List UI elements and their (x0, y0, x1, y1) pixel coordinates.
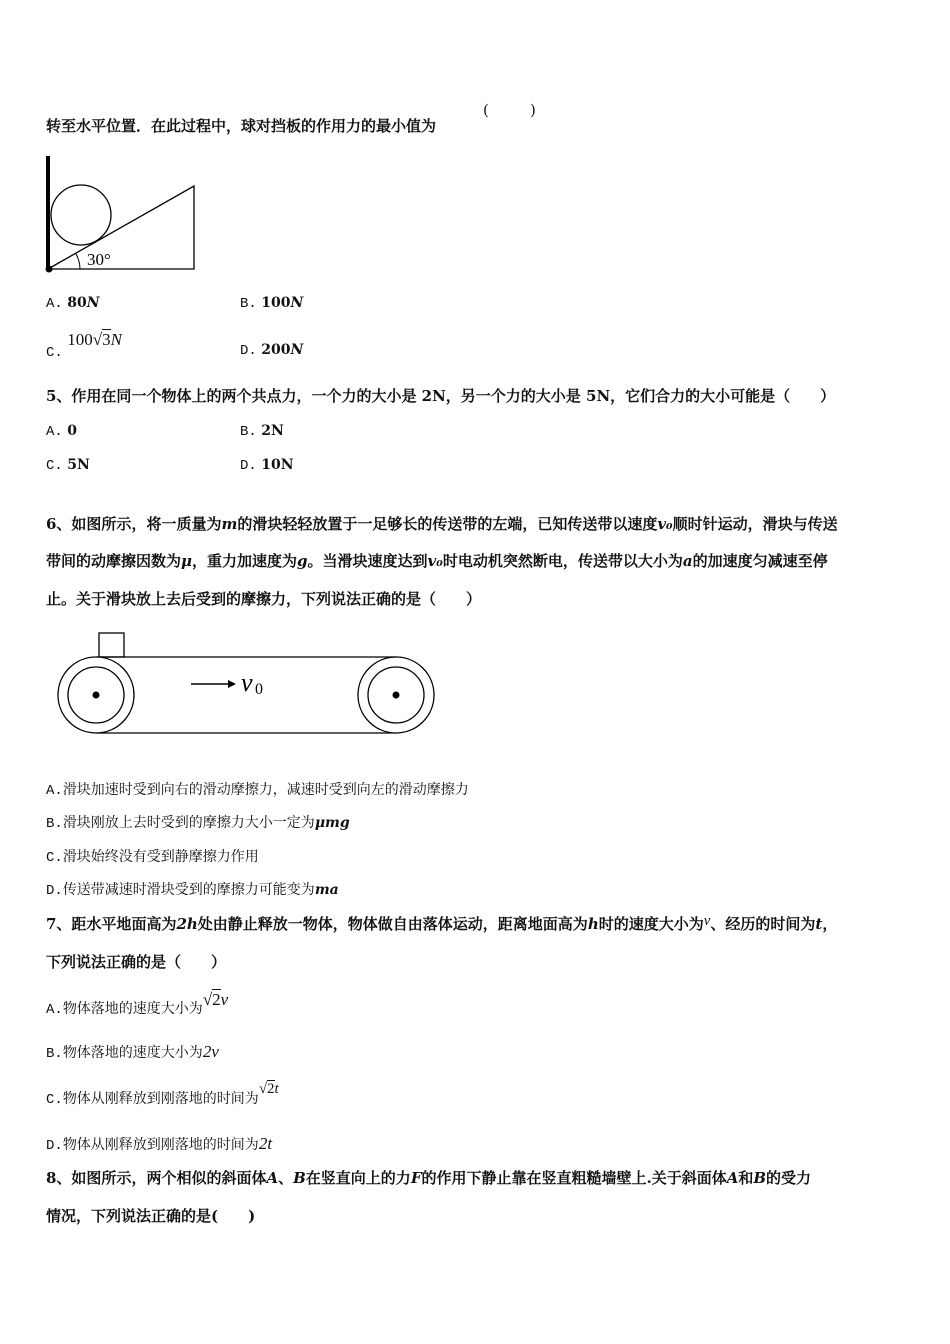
q5-option-c[interactable]: C. 5N (46, 457, 90, 474)
q6-option-b[interactable]: B.滑块刚放上去时受到的摩擦力大小一定为μmg (46, 815, 350, 832)
q7-option-b[interactable]: B.物体落地的速度大小为2v (46, 1042, 219, 1062)
q5-option-b[interactable]: B. 2N (240, 423, 284, 440)
q5-stem: 5、作用在同一个物体上的两个共点力，一个力的大小是 2N，另一个力的大小是 5N，它们合力的大小可能是（ ） (46, 387, 836, 405)
q7-option-d[interactable]: D.物体从刚释放到刚落地的时间为2t (46, 1134, 273, 1154)
q6-stem-line3: 止。关于滑块放上去后受到的摩擦力，下列说法正确的是（ ） (46, 590, 482, 608)
q4-option-b[interactable]: B. 100N (240, 295, 304, 312)
velocity-subscript: 0 (255, 681, 263, 698)
slider-block (99, 633, 124, 657)
q4-answer-paren-open: ( (483, 101, 489, 119)
q6-option-c[interactable]: C.滑块始终没有受到静摩擦力作用 (46, 849, 259, 866)
q7-option-c[interactable]: C.物体从刚释放到刚落地的时间为√2t (46, 1081, 279, 1108)
incline-triangle (48, 186, 194, 269)
left-pulley-axle (93, 692, 100, 699)
velocity-arrow-head (228, 680, 236, 688)
velocity-label: v (241, 668, 253, 697)
sqrt-sign: √ (92, 330, 103, 349)
q8-stem-line2: 情况，下列说法正确的是( ) (46, 1207, 256, 1225)
q4-figure-incline (40, 152, 200, 277)
q4-answer-paren-close: ) (530, 101, 536, 119)
q5-option-a[interactable]: A. 0 (46, 423, 78, 440)
q6-stem-line2: 带间的动摩擦因数为μ，重力加速度为g。当滑块速度达到v₀时电动机突然断电，传送带以大小为a的加速度匀减速至停 (46, 552, 828, 570)
angle-label: 30° (87, 250, 111, 269)
q4-option-a[interactable]: A. 80N (46, 295, 100, 312)
q7-stem-line2: 下列说法正确的是（ ） (46, 953, 227, 971)
q6-option-d[interactable]: D.传送带减速时滑块受到的摩擦力可能变为ma (46, 882, 339, 899)
right-pulley-axle (393, 692, 400, 699)
q8-stem-line1: 8、如图所示，两个相似的斜面体A、B在竖直向上的力F的作用下静止靠在竖直粗糙墙壁上.关于斜面体A和B的受力 (46, 1169, 812, 1187)
q7-stem-line1: 7、距水平地面高为2h处由静止释放一物体，物体做自由落体运动，距离地面高为h时的速度大小为v、经历的时间为t， (46, 913, 838, 933)
q6-option-a[interactable]: A.滑块加速时受到向右的滑动摩擦力，减速时受到向左的滑动摩擦力 (46, 782, 469, 799)
pivot-point (46, 266, 53, 273)
ball (51, 185, 111, 245)
q4-option-d[interactable]: D. 200N (240, 342, 304, 359)
sqrt-sign: √ (202, 990, 213, 1009)
angle-arc (76, 254, 80, 269)
q4-option-c[interactable]: C. 100√3N (46, 330, 122, 361)
q6-figure-conveyor (52, 628, 442, 740)
q7-option-a[interactable]: A.物体落地的速度大小为√2v (46, 990, 229, 1018)
q4-stem-tail: 转至水平位置．在此过程中，球对挡板的作用力的最小值为 (46, 117, 437, 135)
sqrt-sign: √ (258, 1081, 268, 1097)
q5-option-d[interactable]: D. 10N (240, 457, 294, 474)
q6-stem-line1: 6、如图所示，将一质量为m的滑块轻轻放置于一足够长的传送带的左端，已知传送带以速度v₀顺时针运动，滑块与传送 (46, 515, 838, 533)
